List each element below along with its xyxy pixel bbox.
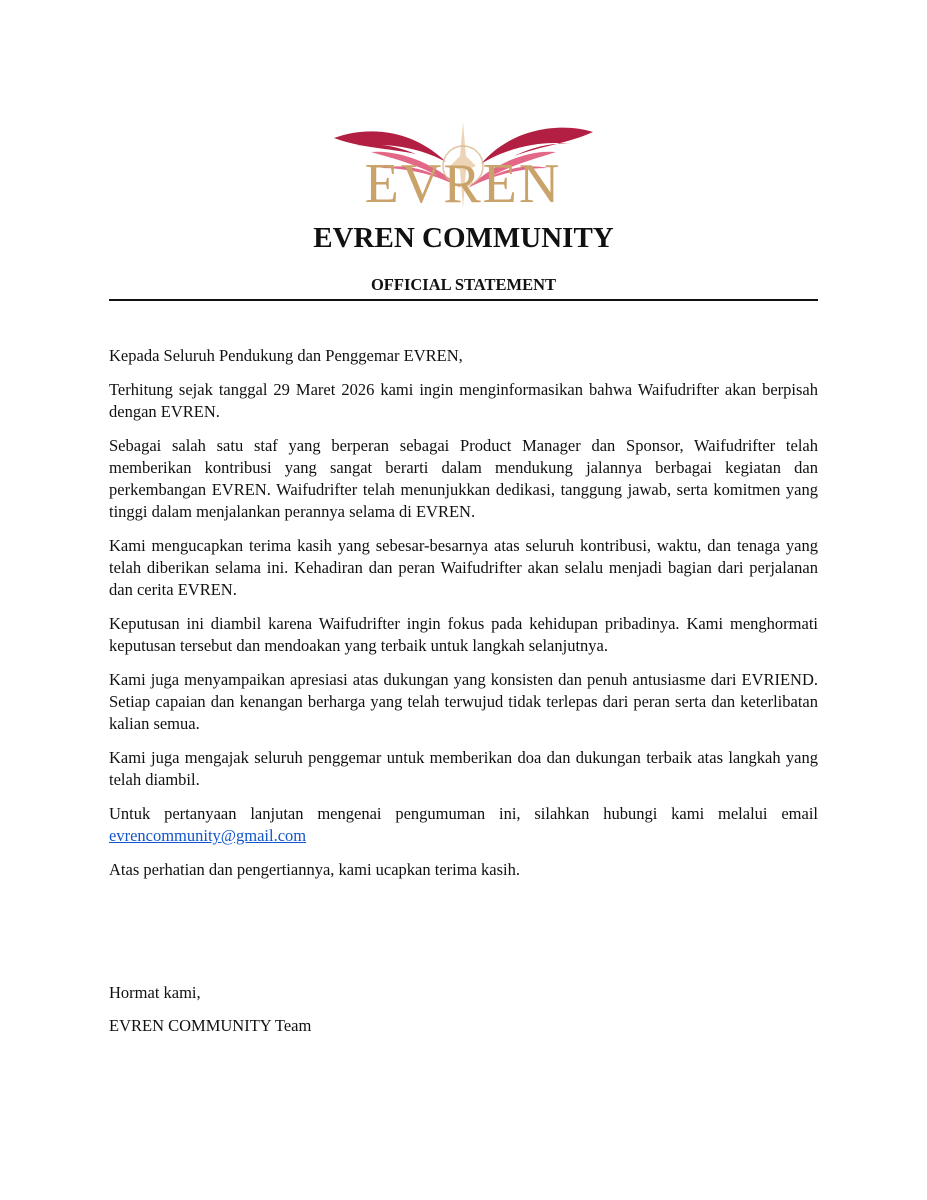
closing-signature: EVREN COMMUNITY Team: [109, 1016, 312, 1035]
evren-logo: [326, 122, 601, 210]
paragraph: Sebagai salah satu staf yang berperan sebagai Product Manager dan Sponsor, Waifudrifter telah memberikan kontribusi yang sangat berarti dalam mendukung jalannya berbagai kegiatan dan perkembangan EVREN. Waifudrifter telah menunjukkan dedikasi, tanggung jawab, serta komitmen yang tinggi dalam menjalankan perannya selama di EVREN.: [109, 436, 818, 521]
page-subtitle: OFFICIAL STATEMENT: [370, 275, 557, 294]
thanks-paragraph: Atas perhatian dan pengertiannya, kami ucapkan terima kasih.: [109, 860, 520, 879]
page-title: EVREN COMMUNITY: [313, 222, 614, 254]
paragraph: Terhitung sejak tanggal 29 Maret 2026 kami ingin menginformasikan bahwa Waifudrifter akan berpisah dengan EVREN.: [109, 380, 818, 421]
contact-text: Untuk pertanyaan lanjutan mengenai pengumuman ini, silahkan hubungi kami melalui email: [109, 804, 818, 823]
paragraph: Kami mengucapkan terima kasih yang sebesar-besarnya atas seluruh kontribusi, waktu, dan tenaga yang telah diberikan selama ini. Kehadiran dan peran Waifudrifter akan selalu menjadi bagian dari perjalanan dan cerita EVREN.: [109, 536, 818, 599]
paragraph: Kami juga mengajak seluruh penggemar untuk memberikan doa dan dukungan terbaik atas langkah yang telah diambil.: [109, 748, 818, 789]
paragraph: Kami juga menyampaikan apresiasi atas dukungan yang konsisten dan penuh antusiasme dari EVRIEND. Setiap capaian dan kenangan berharga yang telah terwujud tidak terlepas dari peran serta dan keterlibatan kalian semua.: [109, 670, 818, 733]
paragraph: Keputusan ini diambil karena Waifudrifter ingin fokus pada kehidupan pribadinya. Kami menghormati keputusan tersebut dan mendoakan yang terbaik untuk langkah selanjutnya.: [109, 614, 818, 655]
logo-wordmark: EVREN: [364, 153, 562, 210]
closing-regards: Hormat kami,: [109, 983, 201, 1002]
letter-body: [109, 345, 818, 893]
salutation: Kepada Seluruh Pendukung dan Penggemar EVREN,: [109, 346, 463, 365]
header-divider: [109, 299, 818, 301]
contact-email-link[interactable]: evrencommunity@gmail.com: [109, 826, 307, 845]
contact-paragraph: [109, 803, 818, 847]
evren-logo-image: [326, 122, 601, 210]
